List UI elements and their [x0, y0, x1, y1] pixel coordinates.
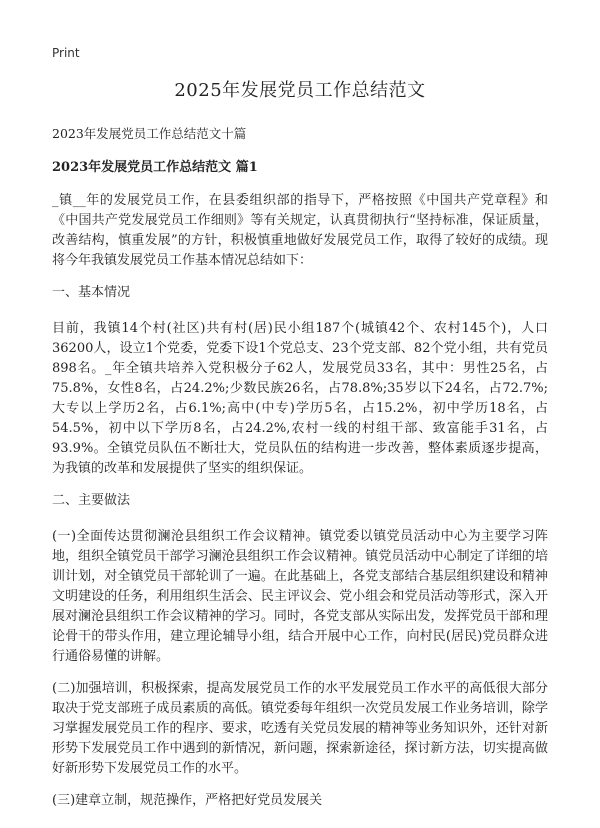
document-subtitle: 2023年发展党员工作总结范文十篇	[52, 126, 247, 141]
section-main-practices: 二、主要做法	[52, 493, 131, 508]
practice-paragraph-1: (一)全面传达贯彻澜沧县组织工作会议精神。镇党委以镇党员活动中心为主要学习阵地，组织全镇党员干部学习澜沧县组织工作会议精神。镇党员活动中心制定了详细的培训计划，对全镇党员干部轮训了一遍。在此基础上，各党支部结合基层组织建设和精神文明建设的任务，利用组织生活会、民主评议会、党小组会和党员活动等形式，深入开展对澜沧县组织工作会议精神的学习。同时，各党支部从实际出发，发挥党员干部和理论骨干的带头作用，建立理论辅导小组，结合开展中心工作，向村民(居民)党员群众进行通俗易懂的讲解。	[52, 529, 548, 664]
section-heading: 2023年发展党员工作总结范文 篇1	[52, 160, 258, 175]
basic-situation-paragraph: 目前，我镇14个村(社区)共有村(居)民小组187个(城镇42个、农村145个)，人口36200人，设立1个党委，党委下设1个党总支、23个党支部、82个党小组，共有党员898名。_年全镇共培养入党积极分子62人，发展党员33名，其中：男性25名，占75.8%，女性8名，占24.2%;少数民族26名，占78.8%;35岁以下24名，占72.7%;大专以上学历2名，占6.1%;高中(中专)学历5名，占15.2%，初中学历18名，占54.5%，初中以下学历8名，占24.2%,农村一线的村组干部、致富能手31名，占93.9%。全镇党员队伍不断壮大，党员队伍的结构进一步改善，整体素质逐步提高，为我镇的改革和发展提供了坚实的组织保证。	[52, 321, 548, 476]
intro-paragraph: _镇__年的发展党员工作，在县委组织部的指导下，严格按照《中国共产党章程》和《中国共产党发展党员工作细则》等有关规定，认真贯彻执行“坚持标准，保证质量，改善结构，慎重发展”的方针，积极慎重地做好发展党员工作，取得了较好的成绩。现将今年我镇发展党员工作基本情况总结如下：	[52, 193, 548, 268]
practice-paragraph-2: (二)加强培训，积极探索，提高发展党员工作的水平发展党员工作水平的高低很大部分取决于党支部班子成员素质的高低。镇党委每年组织一次党员发展工作业务培训，除学习掌握发展党员工作的程序、要求，吃透有关党员发展的精神等业务知识外，还针对新形势下发展党员工作中遇到的新情况，新问题，探索新途径，探讨新方法，切实提高做好新形势下发展党员工作的水平。	[52, 681, 548, 776]
practice-paragraph-3: (三)建章立制，规范操作，严格把好党员发展关	[52, 793, 323, 808]
print-label[interactable]: Print	[52, 46, 80, 60]
section-basic-situation: 一、基本情况	[52, 285, 131, 300]
document-title: 2025年发展党员工作总结范文	[174, 80, 426, 101]
